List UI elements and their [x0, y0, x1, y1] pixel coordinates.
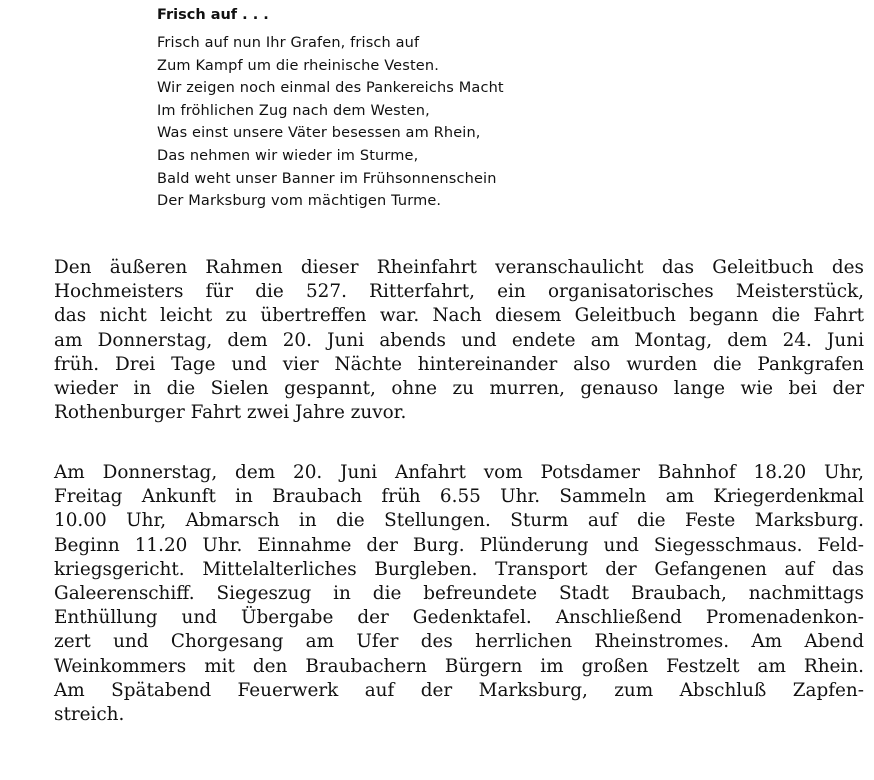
paragraph-line: wieder in die Sielen gespannt, ohne zu murren, genauso lange wie bei der [54, 377, 864, 399]
poem-line: Wir zeigen noch einmal des Pankereichs Macht [157, 80, 504, 97]
paragraph-line: Freitag Ankunft in Braubach früh 6.55 Uhr. Sammeln am Kriegerdenkmal [54, 486, 864, 508]
poem-line: Was einst unsere Väter besessen am Rhein, [157, 125, 481, 142]
poem [157, 6, 757, 213]
paragraph-line: zert und Chorgesang am Ufer des herrlichen Rheinstromes. Am Abend [54, 631, 864, 653]
paragraph-line: das nicht leicht zu übertreffen war. Nach diesem Geleitbuch begann die Fahrt [54, 305, 864, 327]
paragraph-itinerary [54, 461, 864, 727]
paragraph-line: Beginn 11.20 Uhr. Einnahme der Burg. Plünderung und Siegesschmaus. Feld- [54, 534, 864, 556]
paragraph-line: früh. Drei Tage und vier Nächte hintereinander also wurden die Pankgrafen [54, 353, 864, 375]
poem-line: Das nehmen wir wieder im Sturme, [157, 147, 419, 164]
paragraph-line: Am Donnerstag, dem 20. Juni Anfahrt vom Potsdamer Bahnhof 18.20 Uhr, [54, 462, 864, 483]
poem-line: Zum Kampf um die rheinische Vesten. [157, 57, 439, 74]
paragraph-line: 10.00 Uhr, Abmarsch in die Stellungen. Sturm auf die Feste Marksburg. [54, 510, 864, 532]
paragraph-line: kriegsgericht. Mittelalterliches Burgleben. Transport der Gefangenen auf das [54, 558, 864, 580]
paragraph-line: Den äußeren Rahmen dieser Rheinfahrt veranschaulicht das Geleitbuch des [54, 257, 864, 278]
poem-title: Frisch auf . . . [157, 7, 269, 23]
paragraph-escort-book [54, 256, 864, 425]
paragraph-line: Rothenburger Fahrt zwei Jahre zuvor. [54, 402, 407, 424]
poem-line: Im fröhlichen Zug nach dem Westen, [157, 102, 430, 119]
poem-line: Bald weht unser Banner im Frühsonnenschein [157, 170, 497, 187]
paragraph-line: Am Spätabend Feuerwerk auf der Marksburg, zum Abschluß Zapfen- [54, 679, 864, 701]
poem-line: Frisch auf nun Ihr Grafen, frisch auf [157, 35, 420, 51]
paragraph-line: am Donnerstag, dem 20. Juni abends und endete am Montag, dem 24. Juni [54, 329, 864, 351]
paragraph-line: Enthüllung und Übergabe der Gedenktafel. Anschließend Promenadenkon- [54, 607, 864, 629]
poem-line: Der Marksburg vom mächtigen Turme. [157, 193, 442, 210]
paragraph-line: Hochmeisters für die 527. Ritterfahrt, ein organisatorisches Meisterstück, [54, 281, 864, 303]
paragraph-line: streich. [54, 703, 125, 725]
paragraph-line: Galeerenschiff. Siegeszug in die befreundete Stadt Braubach, nachmittags [54, 582, 864, 604]
paragraph-line: Weinkommers mit den Braubachern Bürgern im großen Festzelt am Rhein. [54, 655, 864, 677]
